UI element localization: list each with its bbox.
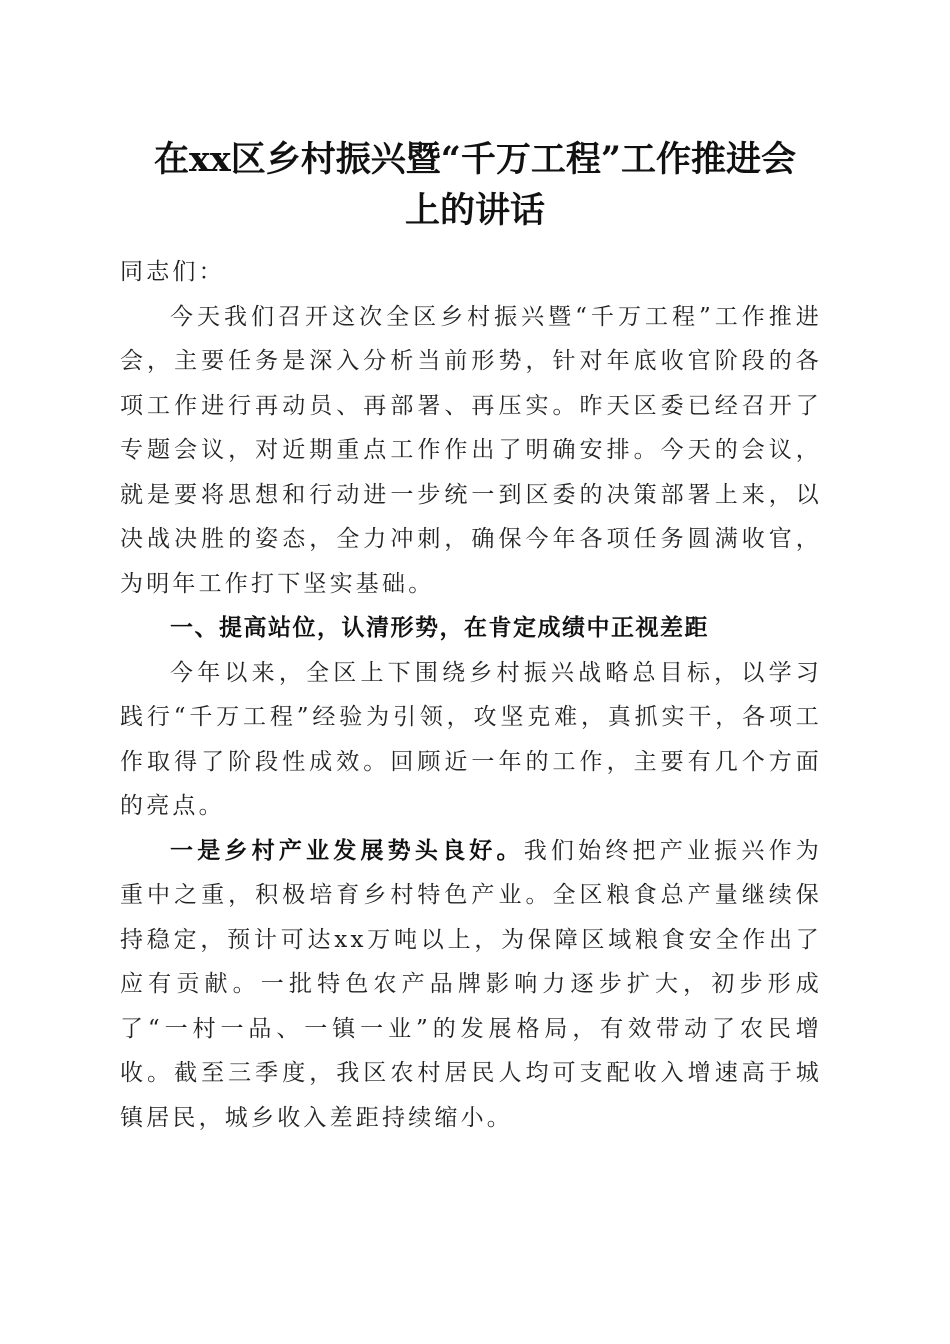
intro-paragraph: 今天我们召开这次全区乡村振兴暨“千万工程”工作推进会，主要任务是深入分析当前形势，针对年底收官阶段的各项工作进行再动员、再部署、再压实。昨天区委已经召开了专题会议，对近期重点工作作出了明确安排。今天的会议，就是要将思想和行动进一步统一到区委的决策部署上来，以决战决胜的姿态，全力冲刺，确保今年各项任务圆满收官，为明年工作打下坚实基础。 — [120, 303, 822, 597]
point-1-paragraph — [120, 829, 822, 1141]
speech-title — [100, 134, 850, 236]
point-1-lead: 一是乡村产业发展势头良好。 — [170, 836, 524, 864]
section-1-heading: 一、提高站位，认清形势，在肯定成绩中正视差距 — [170, 615, 709, 641]
speech-title-line-1: 在xx区乡村振兴暨“千万工程”工作推进会 — [154, 139, 796, 180]
speech-title-line-2: 上的讲话 — [404, 190, 545, 231]
salutation: 同志们： — [120, 259, 225, 285]
section-1-intro-paragraph: 今年以来，全区上下围绕乡村振兴战略总目标，以学习践行“千万工程”经验为引领，攻坚克难，真抓实干，各项工作取得了阶段性成效。回顾近一年的工作，主要有几个方面的亮点。 — [120, 659, 822, 819]
speech-body — [120, 250, 822, 1140]
point-1-body: 我们始终把产业振兴作为重中之重，积极培育乡村特色产业。全区粮食总产量继续保持稳定，预计可达xx万吨以上，为保障区域粮食安全作出了应有贡献。一批特色农产品牌影响力逐步扩大，初步形成了“一村一品、一镇一业”的发展格局，有效带动了农民增收。截至三季度，我区农村居民人均可支配收入增速高于城镇居民，城乡收入差距持续缩小。 — [120, 837, 823, 1131]
